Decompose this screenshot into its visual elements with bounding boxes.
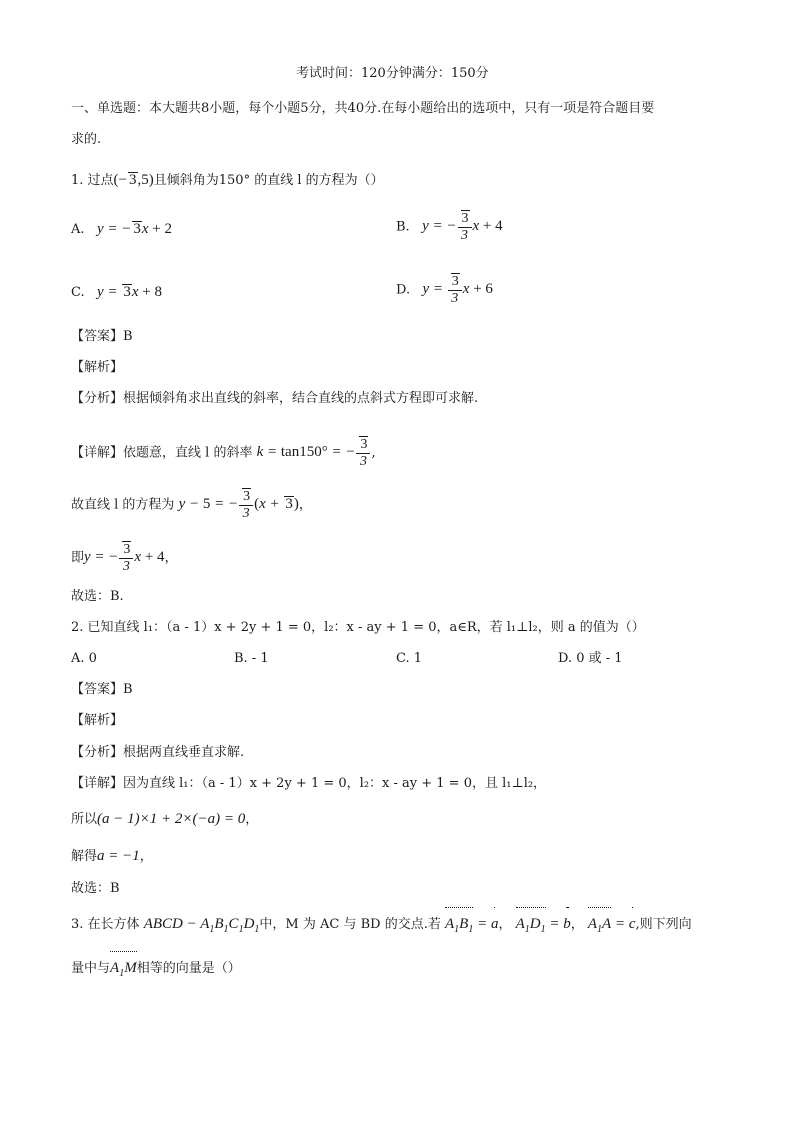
q1-fenxi-text: 根据倾斜角求出直线的斜率，结合直线的点斜式方程即可求解. bbox=[123, 391, 479, 406]
q2-step1: 所以(a − 1)×1 + 2×(−a) = 0， bbox=[71, 811, 259, 827]
q1-detail2-text: 故直线 l 的方程为 bbox=[71, 497, 175, 513]
q2-option-c: C. 1 bbox=[396, 651, 423, 666]
q3-stem-line2 bbox=[71, 958, 241, 984]
q1-option-c bbox=[71, 282, 162, 303]
section-title-line1: 一、单选题：本大题共8小题，每个小题5分，共40分.在每小题给出的选项中，只有一项是符合题目要 bbox=[71, 101, 655, 116]
q1-stem-number: 1. 过点 bbox=[71, 173, 114, 188]
q2-detail-tag: 【详解】 bbox=[71, 776, 124, 791]
q3-stem-number: 3. 在长方体 bbox=[71, 917, 140, 932]
q2-answer-value: B bbox=[123, 682, 133, 697]
q1-option-b-math: y = − $\frac{3}{3}$ x + 4 bbox=[422, 211, 503, 243]
q2-answer bbox=[71, 680, 133, 700]
q2-conclusion: 故选：B bbox=[71, 881, 120, 896]
q2-step2: 解得a = −1， bbox=[71, 848, 153, 864]
q2-detail bbox=[71, 774, 546, 794]
q2-fenxi bbox=[71, 743, 244, 763]
q2-analysis-tag bbox=[71, 711, 123, 731]
q1-detail2: 故直线 l 的方程为 y − 5 = − $\frac{3}{3}$ (x + 3)， bbox=[71, 489, 312, 521]
q1-option-d-math: y = $\frac{3}{3}$ x + 6 bbox=[422, 274, 493, 306]
q1-option-d bbox=[396, 273, 493, 307]
q2-step2-math: a = −1 bbox=[97, 848, 140, 864]
q1-detail2-math: y − 5 = − $\frac{3}{3}$ (x + 3) bbox=[178, 489, 299, 521]
q1-option-a-math: y = − 3x + 2 bbox=[96, 221, 172, 237]
q1-option-a bbox=[71, 219, 172, 240]
q1-fenxi-tag: 【分析】 bbox=[71, 391, 124, 406]
q1-detail3-text: 即 bbox=[71, 550, 85, 566]
q3-vector-b: $A_1D_1$ = b bbox=[516, 916, 571, 932]
q1-option-c-math: y = 3x + 8 bbox=[97, 284, 162, 300]
q1-option-c-label: C. bbox=[71, 285, 85, 300]
q1-option-a-label: A. bbox=[71, 222, 85, 237]
q1-answer bbox=[71, 327, 133, 347]
q1-analysis-tag-text: 【解析】 bbox=[71, 360, 124, 375]
exam-info: 考试时间：120分钟满分：150分 bbox=[296, 66, 489, 81]
q2-option-d: D. 0 或 - 1 bbox=[558, 651, 623, 666]
q3-line2-pre: 量中与 bbox=[71, 961, 111, 976]
q1-detail3: 即y = − $\frac{3}{3}$ x + 4， bbox=[71, 542, 178, 574]
q2-analysis-tag-text: 【解析】 bbox=[71, 713, 124, 728]
q2-step1-text: 所以 bbox=[71, 812, 98, 827]
q2-stem: 2. 已知直线 l₁：（a - 1）x + 2y + 1 = 0，l₂：x - ay + 1 = 0，a∈R，若 l₁⊥l₂，则 a 的值为（） bbox=[71, 620, 645, 635]
q3-vector-c: $A_1A$ = c bbox=[588, 916, 636, 932]
q1-detail1-text: 依题意，直线 l 的斜率 bbox=[123, 445, 253, 461]
q1-answer-tag: 【答案】 bbox=[71, 329, 124, 344]
q2-step2-text: 解得 bbox=[71, 849, 98, 864]
q3-tail: ,则下列向 bbox=[635, 917, 692, 932]
q3-mid-text: 中，M 为 AC 与 BD 的交点.若 bbox=[259, 917, 441, 932]
q1-option-d-label: D. bbox=[396, 282, 411, 298]
q1-conclusion: 故选：B. bbox=[71, 589, 124, 604]
q2-option-b: B. - 1 bbox=[234, 651, 269, 666]
q1-point bbox=[114, 172, 154, 188]
q1-detail1-math: k = tan150° = − $\frac{3}{3}$ bbox=[257, 444, 372, 460]
q1-option-b bbox=[396, 210, 503, 244]
q3-vector-a: $A_1B_1$ = a bbox=[445, 916, 498, 932]
q3-solid: ABCD − $A_1B_1C_1D_1$ bbox=[143, 916, 260, 935]
q2-detail-text: 因为直线 l₁：（a - 1）x + 2y + 1 = 0，l₂：x - ay + 1 = 0，且 l₁⊥l₂， bbox=[123, 776, 547, 791]
q1-option-b-label: B. bbox=[396, 219, 410, 235]
q3-stem-line1: 3. 在长方体 ABCD − $A_1B_1C_1D_1$中，M 为 AC 与 BD 的交点.若 $A_1B_1$ = a ， $A_1D_1$ = b ， $A_1A$ = c ,则下列向 bbox=[71, 914, 692, 940]
q2-fenxi-tag: 【分析】 bbox=[71, 745, 124, 760]
q1-point-render: (− 3,5) bbox=[113, 172, 154, 188]
q3-line2-vector: $A_1M$ bbox=[110, 960, 137, 976]
q1-stem-rest: 且倾斜角为150° 的直线 l 的方程为（） bbox=[153, 173, 384, 188]
q1-detail1: 【详解】依题意，直线 l 的斜率 k = tan150° = − $\frac{3}{3}$ , bbox=[71, 437, 376, 469]
q1-detail3-math: y = − $\frac{3}{3}$ x + 4 bbox=[84, 542, 165, 574]
q2-fenxi-text: 根据两直线垂直求解. bbox=[123, 745, 245, 760]
q1-stem bbox=[71, 170, 384, 191]
q1-answer-value: B bbox=[123, 329, 133, 344]
q1-fenxi bbox=[71, 389, 478, 409]
section-title-line2: 求的. bbox=[71, 132, 102, 147]
q3-line2-post: 相等的向量是（） bbox=[136, 961, 241, 976]
q2-step1-math: (a − 1)×1 + 2×(−a) = 0 bbox=[97, 811, 246, 827]
q1-detail-tag: 【详解】 bbox=[71, 445, 124, 461]
q2-answer-tag: 【答案】 bbox=[71, 682, 124, 697]
q1-analysis-tag bbox=[71, 358, 123, 378]
q2-option-a: A. 0 bbox=[71, 651, 97, 666]
